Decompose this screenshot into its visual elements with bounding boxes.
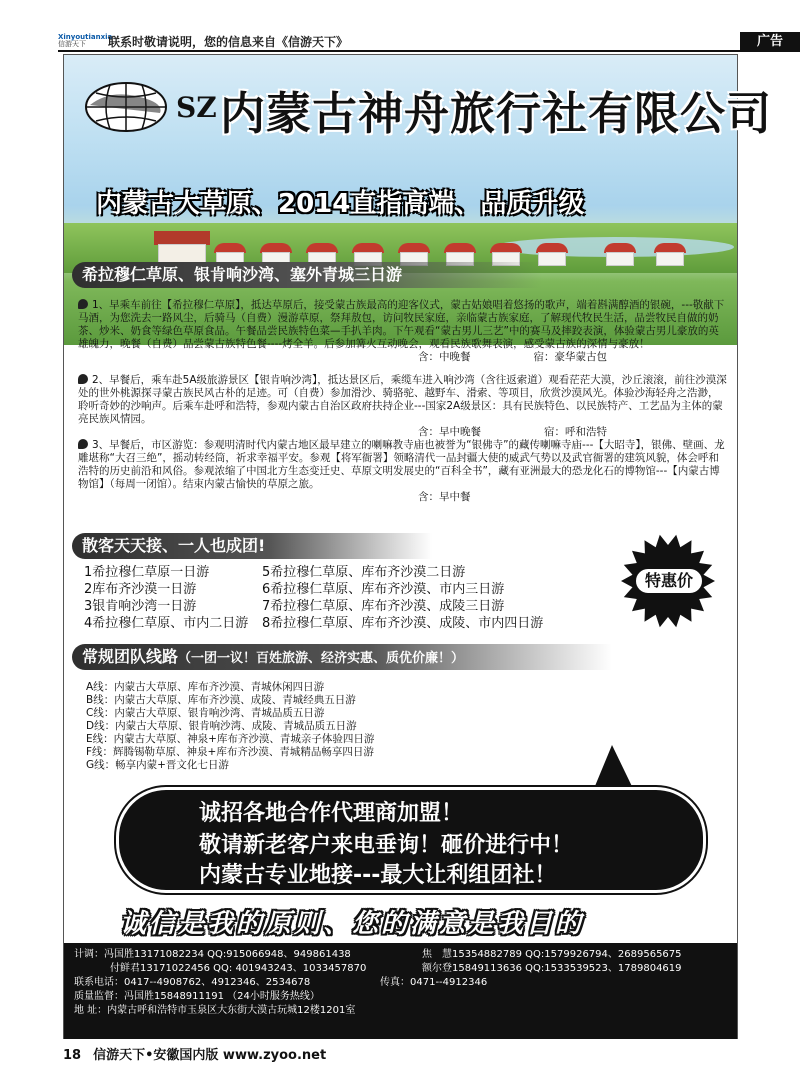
contact-text: 计调：冯国胜13171082234 QQ:915066948、949861438 [74,949,351,960]
top-strip [0,0,800,54]
day2-meals: 含：早中晚餐 [418,426,481,438]
top-rule [58,50,800,52]
promo-line-2: 敬请新老客户来电垂询！砸价进行中！ [199,833,574,858]
contact-text: 联系电话：0417--4908762、4912346、2534678 [74,977,311,988]
section3-subtitle: （一团一议！百姓旅游、经济实惠、质优价廉！） [178,651,465,666]
tour-item: 7希拉穆仁草原、库布齐沙漠、成陵三日游 [262,599,505,614]
section-banner-three-day [72,262,542,288]
day3-text: 3、早餐后，市区游览：参观明清时代内蒙古地区最早建立的喇嘛教寺庙也被誉为“银佛寺”的藏传喇嘛寺庙---【大昭寺】，银佛、壁画、龙雕堪称“大召三绝”，摇动转经筒，祈求幸福平安。参观【将军衙署】领略清代一品封疆大使的威武气势以及武官衙署的建筑风貌，体会呼和浩特的历史前沿和风俗。参观浓缩了中国北方生态变迁史、草原文明发展史的“百科全书”，藏有亚洲最大的恐龙化石的博物馆---【内蒙古博物馆】（每周一闭馆）。结束内蒙古愉快的草原之旅。 [78,439,725,490]
page-number: 18 [63,1048,82,1063]
list-item: G线：畅享内蒙+晋文化七日游 [86,759,229,771]
section3-title: 常规团队线路 [82,647,179,666]
tour-item: 4希拉穆仁草原、市内二日游 [84,616,249,631]
special-price-label: 特惠价 [634,567,704,595]
itinerary-day-1 [78,299,728,364]
tour-item: 6希拉穆仁草原、库布齐沙漠、市内三日游 [262,582,505,597]
contact-row [74,962,737,976]
contact-text: 额尔登15849113636 QQ:1533539523、1789804619 [422,963,682,974]
leaf-bullet-icon [78,439,88,449]
section1-title: 希拉穆仁草原、银肯响沙湾、塞外青城三日游 [82,265,403,284]
list-item: D线：内蒙古大草原、银肯响沙湾、成陵、青城品质五日游 [86,720,357,732]
yurt-icon [654,243,686,265]
contact-row [74,1004,737,1018]
tour-item: 2库布齐沙漠一日游 [84,582,197,597]
day1-meals: 含：中晚餐 [418,351,471,363]
list-item: B线：内蒙古大草原、库布齐沙漠、成陵、青城经典五日游 [86,694,356,706]
list-item: A线：内蒙古大草原、库布齐沙漠、青城休闲四日游 [86,681,325,693]
daily-tour-list [84,564,644,632]
section-banner-group [72,644,612,670]
list-item [84,564,644,581]
promo-line-3: 内蒙古专业地接---最大让利组团社！ [199,863,557,888]
tour-item: 5希拉穆仁草原、库布齐沙漠二日游 [262,565,466,580]
list-item [84,598,644,615]
promo-speech-bubble [116,787,706,893]
contact-text: 付鲜君13171022456 QQ: 401943243、1033457870 [110,963,367,974]
section-banner-daily [72,533,432,559]
day3-meals: 含：早中餐 [418,491,471,503]
mini-logo-line1: Xinyoutianxia [58,33,113,41]
mini-logo-line2: 信游天下 [58,40,86,48]
group-route-list [86,681,506,772]
day1-lodging: 宿：豪华蒙古包 [533,351,607,363]
section2-title: 散客天天接、一人也成团! [82,536,266,555]
day1-text: 1、早乘车前往【希拉穆仁草原】，抵达草原后，接受蒙古族最高的迎客仪式，蒙古姑娘唱着悠扬的歌声，端着斟满醇酒的银碗，---敬献下马酒，为您洗去一路风尘，后骑马（自费）漫游草原，祭拜敖包，访问牧民家庭，亲临蒙古族家庭，了解现代牧民生活，品尝牧民自做的奶茶、炒米、奶食等绿色草原食品。午餐品尝民族特色菜—手扒羊肉。下午观看“蒙古男儿三艺”中的赛马及摔跤表演，体验蒙古男儿豪放的英雄魄力，晚餐（自费）品尝蒙古族特色餐----烤全羊。后参加篝火互动晚会，观看民族歌舞表演，感受蒙古族的深情与豪放！ [78,299,725,350]
itinerary-day-3 [78,439,728,504]
company-name: 内蒙古神舟旅行社有限公司 [220,87,773,140]
promo-line-1: 诚招各地合作代理商加盟！ [199,801,464,826]
tour-item: 3银肯响沙湾一日游 [84,599,197,614]
publisher-mini-logo [58,33,113,48]
contact-panel [64,943,737,1039]
ad-tag: 广告 [740,32,800,52]
itinerary-day-2 [78,374,728,439]
list-item: E线：内蒙古大草原、神泉+库布齐沙漠、青城亲子体验四日游 [86,733,375,745]
list-item [84,615,644,632]
tour-item: 1希拉穆仁草原一日游 [84,565,210,580]
contact-row [74,948,737,962]
day2-meals-lodging [78,426,728,439]
house-icon [154,231,210,265]
contact-text: 传真：0471--4912346 [380,977,488,988]
tour-item: 8希拉穆仁草原、库布齐沙漠、成陵、市内四日游 [262,616,544,631]
contact-text: 质量监督：冯国胜15848911191 （24小时服务热线） [74,991,320,1002]
contact-row [74,990,737,1004]
list-item [84,581,644,598]
hero-slogan: 内蒙古大草原、2014直指高端、品质升级 [96,189,585,219]
ad-frame [63,54,773,1039]
yurt-icon [604,243,636,265]
list-item: F线：辉腾锡勒草原、神泉+库布齐沙漠、青城精品畅享四日游 [86,746,374,758]
footer-text: 信游天下•安徽国内版 www.zyoo.net [93,1048,327,1063]
company-globe-logo [80,79,217,135]
list-item: C线：内蒙古大草原、银肯响沙湾、青城品质五日游 [86,707,325,719]
contact-text: 地 址：内蒙古呼和浩特市玉泉区大东街大漠古玩城12楼1201室 [74,1005,356,1016]
leaf-bullet-icon [78,374,88,384]
day2-lodging: 宿：呼和浩特 [544,426,607,438]
day1-meals-lodging [78,351,728,364]
logo-letters: SZ [176,91,217,124]
contact-text: 焦 慧15354882789 QQ:1579926794、2689565675 [422,949,682,960]
contact-row [74,976,737,990]
brand-motto: 诚信是我的原则、您的满意是我目的 [120,909,585,939]
day2-text: 2、早餐后，乘车赴5A级旅游景区【银肯响沙湾】，抵达景区后，乘缆车进入响沙湾（含往返索道）观看茫茫大漠，沙丘滚滚，前往沙漠深处的世外桃源探寻蒙古族民风古朴的足迹。可（自费）参加滑沙、骑骆驼、越野车、滑索、等项目，欣赏沙漠风光。体验沙海轻舟之浩渺，聆听奇妙的沙响声。后乘车赴呼和浩特，参观内蒙古自治区政府扶持企业---国家2A级景区：具有民族特色、以民族特产、工艺品为主体的蒙亮民族风情园。 [78,374,727,425]
source-tagline: 联系时敬请说明，您的信息来自《信游天下》 [108,35,349,49]
page-footer [63,1044,326,1063]
leaf-bullet-icon [78,299,88,309]
